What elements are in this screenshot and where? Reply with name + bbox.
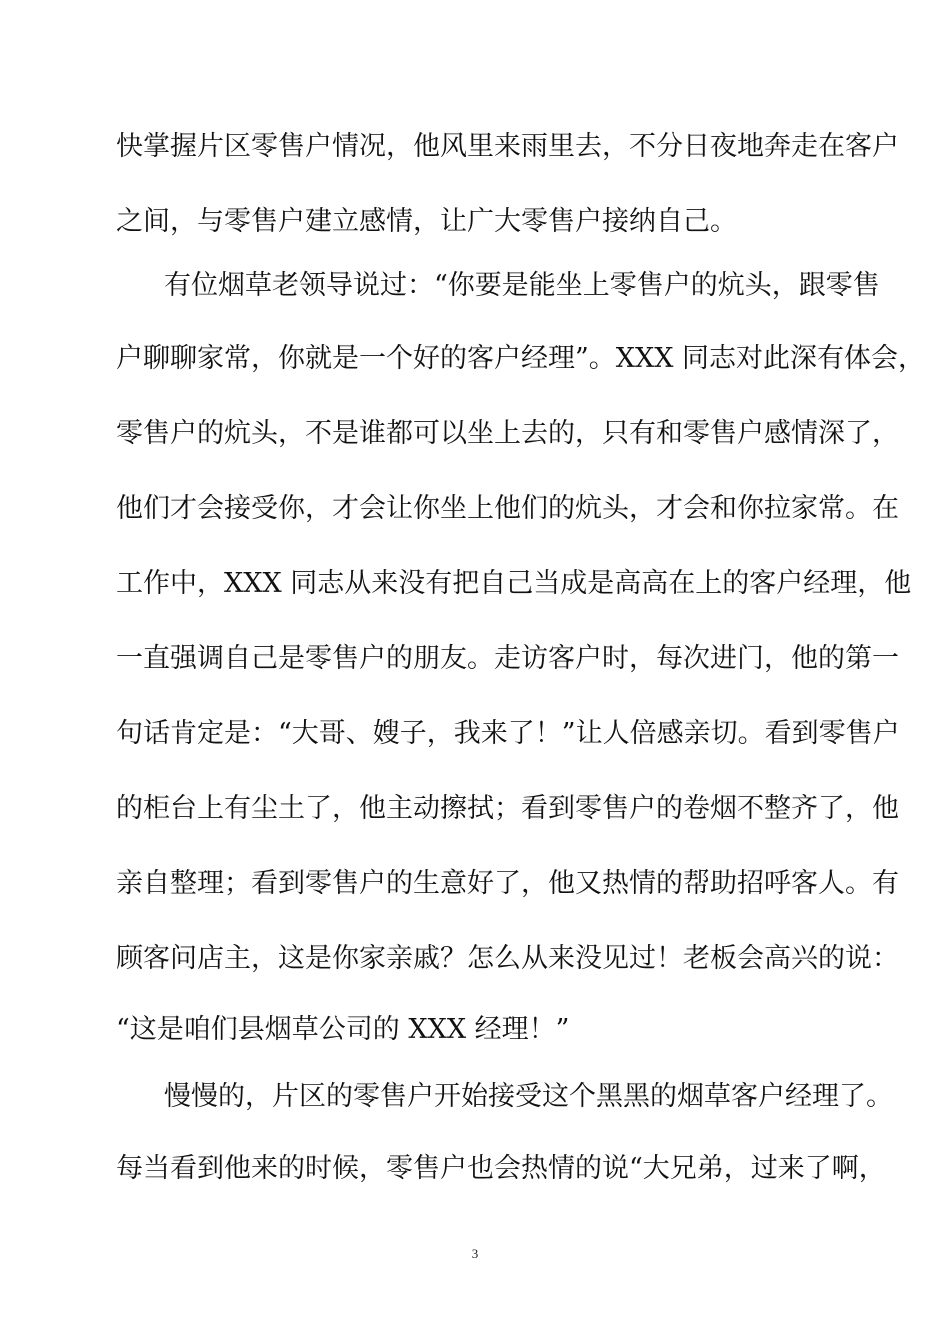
paragraph-line-15: 每当看到他来的时候，零售户也会热情的说“大兄弟，过来了啊， [116,1153,886,1184]
paragraph-line-11: 亲自整理；看到零售户的生意好了，他又热情的帮助招呼客人。有 [116,868,899,899]
paragraph-line-2: 之间，与零售户建立感情，让广大零售户接纳自己。 [116,206,737,237]
paragraph-line-4: 户聊聊家常，你就是一个好的客户经理”。XXX 同志对此深有体会， [116,343,926,374]
paragraph-line-6: 他们才会接受你，才会让你坐上他们的炕头，才会和你拉家常。在 [116,493,899,524]
paragraph-line-13: “这是咱们县烟草公司的 XXX 经理！” [116,1014,570,1045]
paragraph-line-5: 零售户的炕头，不是谁都可以坐上去的，只有和零售户感情深了， [116,418,899,449]
paragraph-line-7: 工作中，XXX 同志从来没有把自己当成是高高在上的客户经理，他 [116,568,912,599]
paragraph-line-9: 句话肯定是：“大哥、嫂子，我来了！”让人倍感亲切。看到零售户 [116,718,900,749]
paragraph-line-1: 快掌握片区零售户情况，他风里来雨里去，不分日夜地奔走在客户 [116,131,899,162]
paragraph-line-14: 慢慢的，片区的零售户开始接受这个黑黑的烟草客户经理了。 [164,1081,893,1112]
paragraph-line-12: 顾客问店主，这是你家亲戚？怎么从来没见过！老板会高兴的说： [116,943,899,974]
paragraph-line-10: 的柜台上有尘土了，他主动擦拭；看到零售户的卷烟不整齐了，他 [116,793,899,824]
paragraph-line-3: 有位烟草老领导说过：“你要是能坐上零售户的炕头，跟零售 [164,270,880,301]
paragraph-line-8: 一直强调自己是零售户的朋友。走访客户时，每次进门，他的第一 [116,643,899,674]
page-number: 3 [471,1246,479,1261]
